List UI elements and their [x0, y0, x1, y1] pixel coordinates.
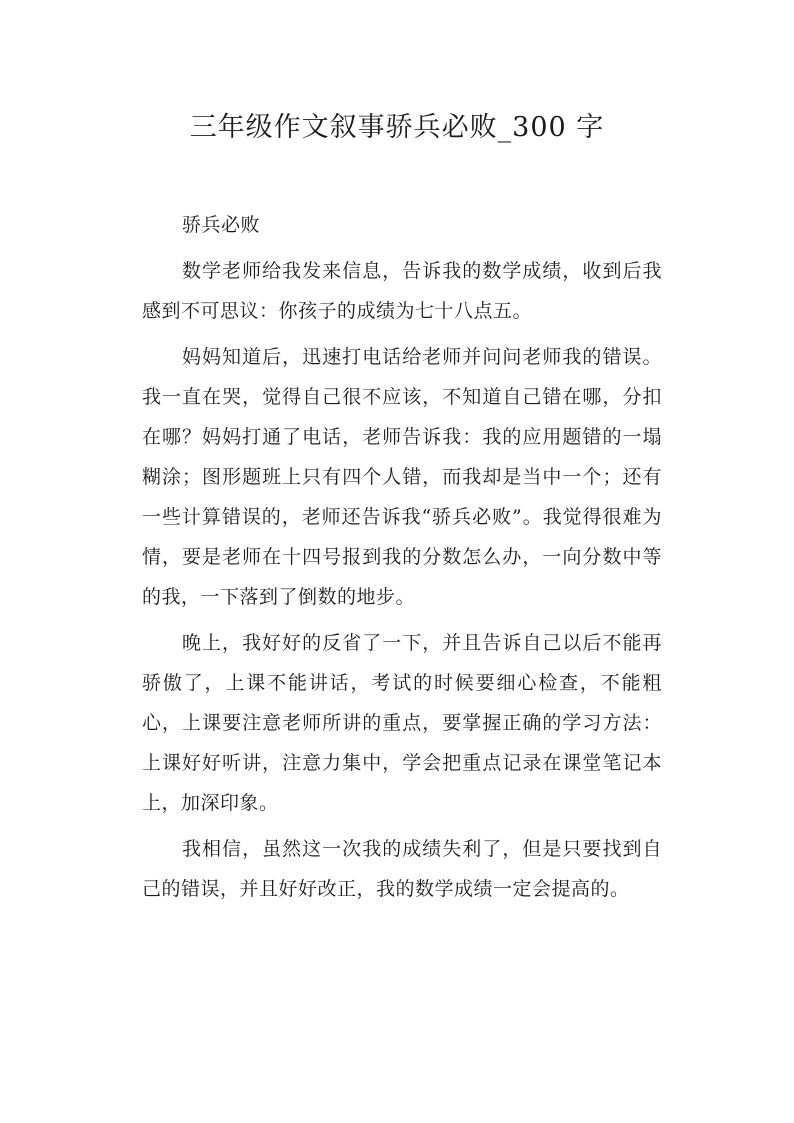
paragraph-2: 妈妈知道后，迅速打电话给老师并问问老师我的错误。我一直在哭，觉得自己很不应该，不知道自己错在哪，分扣在哪？妈妈打通了电话，老师告诉我：我的应用题错的一塌糊涂；图形题班上只有四个人错，而我却是当中一个；还有一些计算错误的，老师还告诉我“骄兵必败”。我觉得很难为情，要是老师在十四号报到我的分数怎么办，一向分数中等的我，一下落到了倒数的地步。	[142, 346, 662, 608]
document-title: 三年级作文叙事骄兵必败_300 字	[189, 112, 605, 143]
essay-heading: 骄兵必败	[182, 214, 261, 236]
document-body	[142, 205, 662, 915]
paragraph-3: 晚上，我好好的反省了一下，并且告诉自己以后不能再骄傲了，上课不能讲话，考试的时候要细心检查，不能粗心，上课要注意老师所讲的重点，要掌握正确的学习方法：上课好好听讲，注意力集中，学会把重点记录在课堂笔记本上，加深印象。	[142, 632, 662, 814]
paragraph-4: 我相信，虽然这一次我的成绩失利了，但是只要找到自己的错误，并且好好改正，我的数学成绩一定会提高的。	[142, 838, 662, 900]
paragraph-1: 数学老师给我发来信息，告诉我的数学成绩，收到后我感到不可思议：你孩子的成绩为七十八点五。	[142, 260, 662, 322]
